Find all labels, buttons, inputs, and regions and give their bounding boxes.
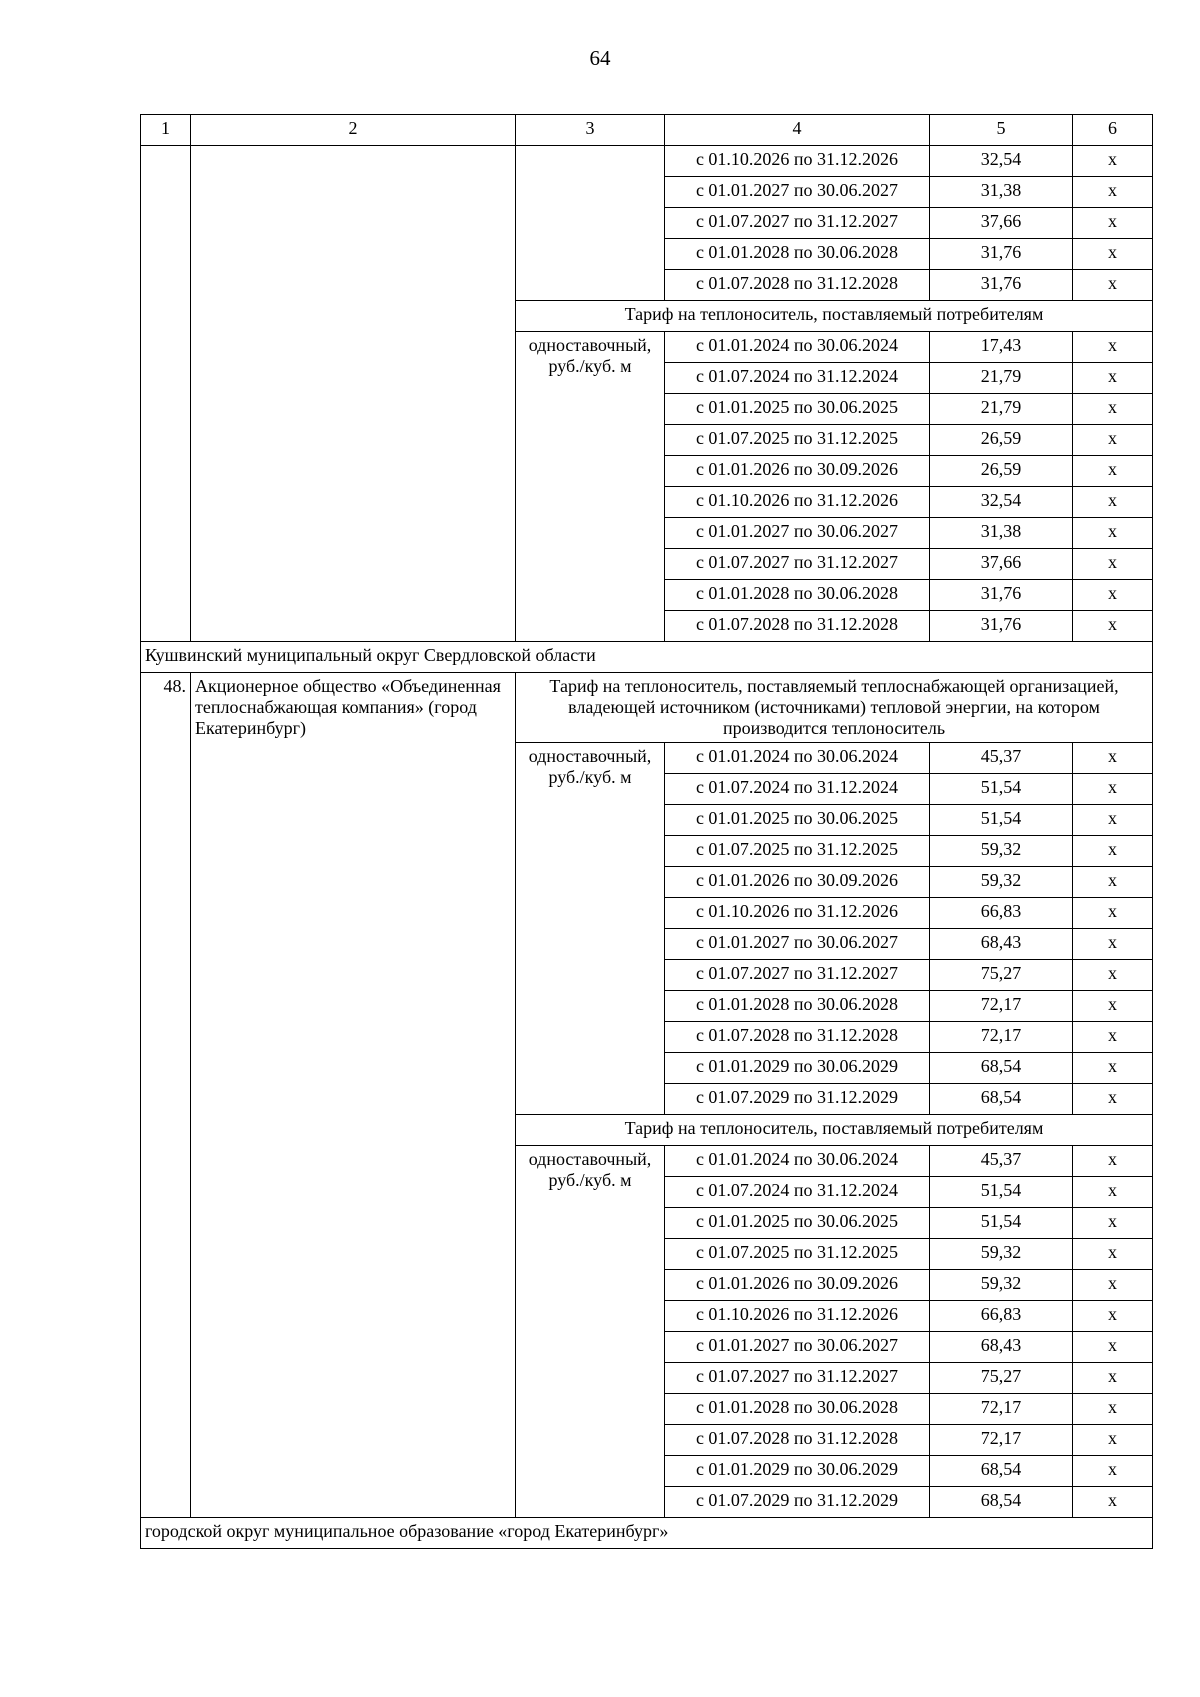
vat-cell: х bbox=[1073, 1270, 1153, 1301]
value-cell: 59,32 bbox=[930, 836, 1073, 867]
region-row bbox=[141, 1518, 1153, 1549]
rate-type-cell: одноставочный, руб./куб. м bbox=[516, 1146, 665, 1518]
column-header-6: 6 bbox=[1073, 115, 1153, 146]
value-cell: 59,32 bbox=[930, 1239, 1073, 1270]
period-cell: с 01.01.2028 по 30.06.2028 bbox=[665, 1394, 930, 1425]
value-cell: 21,79 bbox=[930, 394, 1073, 425]
vat-cell: х bbox=[1073, 1022, 1153, 1053]
organization-name: Акционерное общество «Объединенная теплоснабжающая компания» (город Екатеринбург) bbox=[191, 673, 516, 1518]
period-cell: с 01.07.2024 по 31.12.2024 bbox=[665, 363, 930, 394]
period-cell: с 01.07.2028 по 31.12.2028 bbox=[665, 270, 930, 301]
period-cell: с 01.01.2027 по 30.06.2027 bbox=[665, 929, 930, 960]
period-cell: с 01.10.2026 по 31.12.2026 bbox=[665, 1301, 930, 1332]
page-number: 64 bbox=[589, 46, 611, 70]
vat-cell: х bbox=[1073, 363, 1153, 394]
region-title: городской округ муниципальное образование «город Екатеринбург» bbox=[141, 1518, 1153, 1549]
value-cell: 31,76 bbox=[930, 580, 1073, 611]
period-cell: с 01.07.2025 по 31.12.2025 bbox=[665, 1239, 930, 1270]
vat-cell: х bbox=[1073, 425, 1153, 456]
value-cell: 45,37 bbox=[930, 743, 1073, 774]
period-cell: с 01.01.2026 по 30.09.2026 bbox=[665, 1270, 930, 1301]
value-cell: 51,54 bbox=[930, 1208, 1073, 1239]
period-cell: с 01.07.2027 по 31.12.2027 bbox=[665, 1363, 930, 1394]
column-header-4: 4 bbox=[665, 115, 930, 146]
value-cell: 72,17 bbox=[930, 1425, 1073, 1456]
tariff-table bbox=[140, 114, 1153, 1549]
value-cell: 68,54 bbox=[930, 1487, 1073, 1518]
period-cell: с 01.01.2028 по 30.06.2028 bbox=[665, 239, 930, 270]
value-cell: 31,38 bbox=[930, 518, 1073, 549]
value-cell: 72,17 bbox=[930, 991, 1073, 1022]
vat-cell: х bbox=[1073, 518, 1153, 549]
section-title: Тариф на теплоноситель, поставляемый потребителям bbox=[516, 301, 1153, 332]
vat-cell: х bbox=[1073, 611, 1153, 642]
period-cell: с 01.07.2024 по 31.12.2024 bbox=[665, 1177, 930, 1208]
value-cell: 68,54 bbox=[930, 1456, 1073, 1487]
period-cell: с 01.01.2025 по 30.06.2025 bbox=[665, 1208, 930, 1239]
vat-cell: х bbox=[1073, 1084, 1153, 1115]
period-cell: с 01.01.2028 по 30.06.2028 bbox=[665, 580, 930, 611]
period-cell: с 01.07.2027 по 31.12.2027 bbox=[665, 549, 930, 580]
vat-cell: х bbox=[1073, 549, 1153, 580]
vat-cell: х bbox=[1073, 1425, 1153, 1456]
period-cell: с 01.07.2024 по 31.12.2024 bbox=[665, 774, 930, 805]
period-cell: с 01.10.2026 по 31.12.2026 bbox=[665, 898, 930, 929]
vat-cell: х bbox=[1073, 960, 1153, 991]
vat-cell: х bbox=[1073, 270, 1153, 301]
period-cell: с 01.01.2028 по 30.06.2028 bbox=[665, 991, 930, 1022]
entry-number: 48. bbox=[141, 673, 191, 1518]
period-cell: с 01.07.2025 по 31.12.2025 bbox=[665, 836, 930, 867]
vat-cell: х bbox=[1073, 1239, 1153, 1270]
period-cell: с 01.01.2027 по 30.06.2027 bbox=[665, 518, 930, 549]
vat-cell: х bbox=[1073, 867, 1153, 898]
period-cell: с 01.07.2029 по 31.12.2029 bbox=[665, 1487, 930, 1518]
period-cell: с 01.07.2027 по 31.12.2027 bbox=[665, 960, 930, 991]
section-title: Тариф на теплоноситель, поставляемый потребителям bbox=[516, 1115, 1153, 1146]
value-cell: 32,54 bbox=[930, 487, 1073, 518]
period-cell: с 01.07.2025 по 31.12.2025 bbox=[665, 425, 930, 456]
entry-number-cell bbox=[141, 146, 191, 642]
period-cell: с 01.01.2024 по 30.06.2024 bbox=[665, 332, 930, 363]
tariff-table-body bbox=[141, 115, 1153, 1549]
vat-cell: х bbox=[1073, 805, 1153, 836]
column-number-row bbox=[141, 115, 1153, 146]
value-cell: 66,83 bbox=[930, 1301, 1073, 1332]
vat-cell: х bbox=[1073, 177, 1153, 208]
value-cell: 26,59 bbox=[930, 425, 1073, 456]
value-cell: 32,54 bbox=[930, 146, 1073, 177]
vat-cell: х bbox=[1073, 774, 1153, 805]
period-cell: с 01.10.2026 по 31.12.2026 bbox=[665, 487, 930, 518]
rate-type-cell: одноставочный, руб./куб. м bbox=[516, 743, 665, 1115]
column-header-5: 5 bbox=[930, 115, 1073, 146]
value-cell: 31,76 bbox=[930, 239, 1073, 270]
vat-cell: х bbox=[1073, 208, 1153, 239]
period-cell: с 01.01.2024 по 30.06.2024 bbox=[665, 1146, 930, 1177]
period-cell: с 01.07.2028 по 31.12.2028 bbox=[665, 1022, 930, 1053]
value-cell: 31,38 bbox=[930, 177, 1073, 208]
vat-cell: х bbox=[1073, 332, 1153, 363]
value-cell: 72,17 bbox=[930, 1022, 1073, 1053]
value-cell: 59,32 bbox=[930, 1270, 1073, 1301]
value-cell: 66,83 bbox=[930, 898, 1073, 929]
value-cell: 68,54 bbox=[930, 1084, 1073, 1115]
vat-cell: х bbox=[1073, 929, 1153, 960]
value-cell: 31,76 bbox=[930, 270, 1073, 301]
period-cell: с 01.01.2026 по 30.09.2026 bbox=[665, 867, 930, 898]
period-cell: с 01.10.2026 по 31.12.2026 bbox=[665, 146, 930, 177]
column-header-1: 1 bbox=[141, 115, 191, 146]
value-cell: 37,66 bbox=[930, 208, 1073, 239]
vat-cell: х bbox=[1073, 1053, 1153, 1084]
period-cell: с 01.01.2024 по 30.06.2024 bbox=[665, 743, 930, 774]
period-cell: с 01.07.2027 по 31.12.2027 bbox=[665, 208, 930, 239]
period-cell: с 01.01.2027 по 30.06.2027 bbox=[665, 1332, 930, 1363]
vat-cell: х bbox=[1073, 743, 1153, 774]
rate-type-cell bbox=[516, 146, 665, 301]
period-cell: с 01.01.2027 по 30.06.2027 bbox=[665, 177, 930, 208]
table-row bbox=[141, 146, 1153, 177]
value-cell: 75,27 bbox=[930, 1363, 1073, 1394]
section-title: Тариф на теплоноситель, поставляемый теплоснабжающей организацией, владеющей источником (источниками) тепловой энергии, на котором производится теплоноситель bbox=[516, 673, 1153, 743]
vat-cell: х bbox=[1073, 146, 1153, 177]
value-cell: 21,79 bbox=[930, 363, 1073, 394]
organization-cell bbox=[191, 146, 516, 642]
vat-cell: х bbox=[1073, 898, 1153, 929]
value-cell: 17,43 bbox=[930, 332, 1073, 363]
vat-cell: х bbox=[1073, 1208, 1153, 1239]
value-cell: 68,54 bbox=[930, 1053, 1073, 1084]
section-row bbox=[141, 673, 1153, 743]
value-cell: 68,43 bbox=[930, 1332, 1073, 1363]
value-cell: 45,37 bbox=[930, 1146, 1073, 1177]
value-cell: 51,54 bbox=[930, 774, 1073, 805]
value-cell: 75,27 bbox=[930, 960, 1073, 991]
period-cell: с 01.01.2029 по 30.06.2029 bbox=[665, 1053, 930, 1084]
period-cell: с 01.01.2025 по 30.06.2025 bbox=[665, 394, 930, 425]
period-cell: с 01.01.2025 по 30.06.2025 bbox=[665, 805, 930, 836]
vat-cell: х bbox=[1073, 1487, 1153, 1518]
vat-cell: х bbox=[1073, 1456, 1153, 1487]
vat-cell: х bbox=[1073, 1394, 1153, 1425]
region-title: Кушвинский муниципальный округ Свердловской области bbox=[141, 642, 1153, 673]
period-cell: с 01.07.2028 по 31.12.2028 bbox=[665, 611, 930, 642]
value-cell: 26,59 bbox=[930, 456, 1073, 487]
region-row bbox=[141, 642, 1153, 673]
value-cell: 59,32 bbox=[930, 867, 1073, 898]
vat-cell: х bbox=[1073, 1146, 1153, 1177]
vat-cell: х bbox=[1073, 394, 1153, 425]
vat-cell: х bbox=[1073, 1301, 1153, 1332]
value-cell: 51,54 bbox=[930, 805, 1073, 836]
period-cell: с 01.07.2028 по 31.12.2028 bbox=[665, 1425, 930, 1456]
vat-cell: х bbox=[1073, 1332, 1153, 1363]
column-header-3: 3 bbox=[516, 115, 665, 146]
vat-cell: х bbox=[1073, 1363, 1153, 1394]
rate-type-cell: одноставочный, руб./куб. м bbox=[516, 332, 665, 642]
vat-cell: х bbox=[1073, 456, 1153, 487]
period-cell: с 01.01.2029 по 30.06.2029 bbox=[665, 1456, 930, 1487]
vat-cell: х bbox=[1073, 487, 1153, 518]
value-cell: 72,17 bbox=[930, 1394, 1073, 1425]
value-cell: 68,43 bbox=[930, 929, 1073, 960]
column-header-2: 2 bbox=[191, 115, 516, 146]
value-cell: 37,66 bbox=[930, 549, 1073, 580]
vat-cell: х bbox=[1073, 836, 1153, 867]
period-cell: с 01.07.2029 по 31.12.2029 bbox=[665, 1084, 930, 1115]
vat-cell: х bbox=[1073, 580, 1153, 611]
vat-cell: х bbox=[1073, 239, 1153, 270]
period-cell: с 01.01.2026 по 30.09.2026 bbox=[665, 456, 930, 487]
value-cell: 31,76 bbox=[930, 611, 1073, 642]
vat-cell: х bbox=[1073, 991, 1153, 1022]
value-cell: 51,54 bbox=[930, 1177, 1073, 1208]
vat-cell: х bbox=[1073, 1177, 1153, 1208]
